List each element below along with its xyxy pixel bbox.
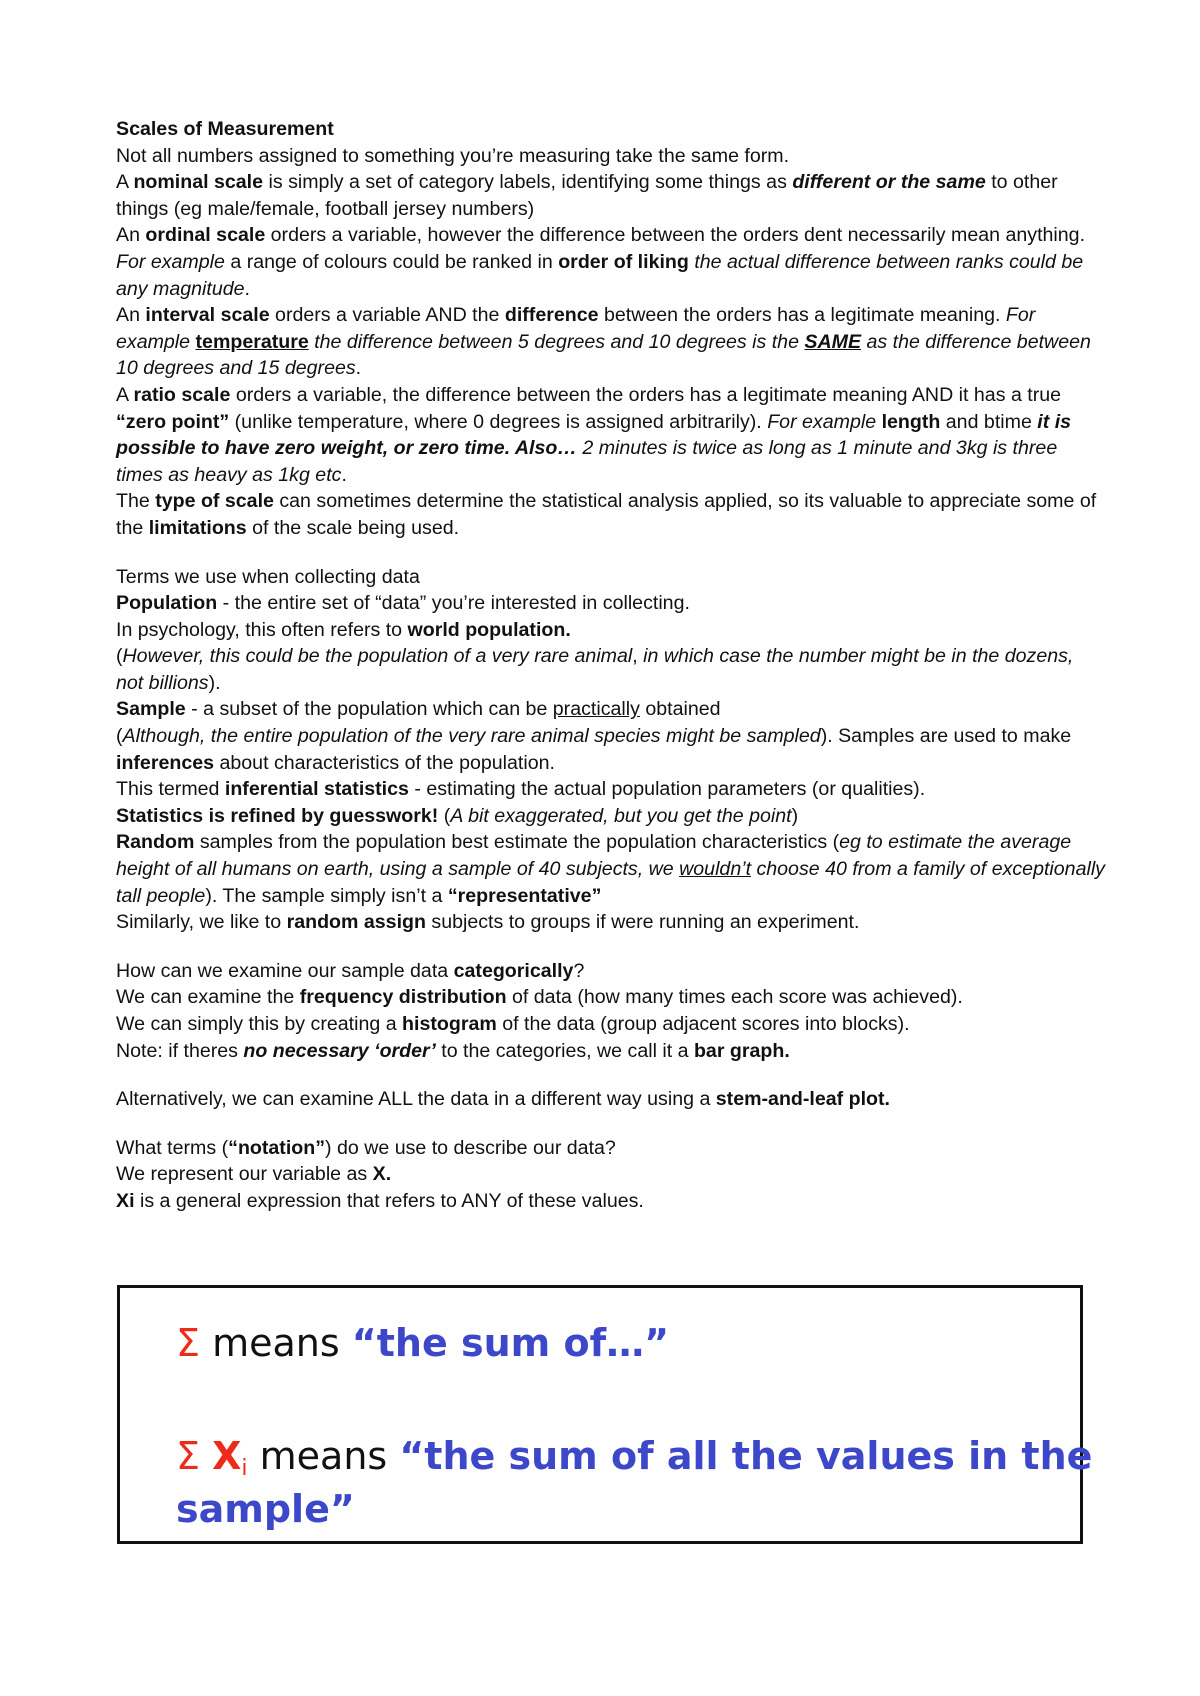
text-run: of data (how many times each score was achieved).: [506, 986, 963, 1009]
text-run: SAME: [804, 330, 862, 353]
text-run: frequency distribution: [299, 986, 507, 1009]
xi-symbol: [212, 1434, 248, 1481]
text-run: categorically: [453, 959, 574, 982]
text-run: of the scale being used.: [246, 516, 460, 539]
text-run: it is possible to have zero weight, or zero time. Also…: [116, 410, 1072, 460]
paragraph: [116, 488, 1106, 541]
text-run: Scales of Measurement: [116, 118, 334, 140]
text-run: - estimating the actual population parameters (or qualities).: [408, 778, 926, 801]
paragraph: [116, 590, 1106, 617]
paragraph: [116, 696, 1106, 723]
text-run: difference: [504, 304, 599, 327]
sum-notation-figure: [117, 1285, 1093, 1544]
text-run: “notation”: [228, 1136, 325, 1159]
text-run: ordinal scale: [145, 224, 266, 247]
sum-xi-line-continued: [176, 1484, 355, 1534]
text-run: - a subset of the population which can be: [185, 698, 553, 721]
text-run: bar graph.: [693, 1039, 790, 1062]
paragraph: [116, 776, 1106, 803]
paragraph: [116, 909, 1106, 936]
text-run: orders a variable AND the: [269, 304, 505, 327]
text-run: For example: [767, 410, 877, 433]
paragraph: [116, 1161, 1106, 1188]
sum-definition-line: [176, 1318, 669, 1368]
text-run: order of liking: [558, 250, 689, 273]
paragraph: [116, 1038, 1106, 1065]
text-run: We can examine the: [116, 986, 300, 1009]
text-run: subjects to groups if were running an experiment.: [425, 911, 860, 934]
text-run: (: [116, 645, 123, 668]
text-run: A: [116, 171, 134, 194]
sigma-symbol-2: Σ: [176, 1434, 201, 1478]
text-run: An: [116, 224, 146, 247]
text-run: X.: [372, 1163, 392, 1186]
text-run: stem-and-leaf plot.: [715, 1088, 890, 1111]
means-word: means: [212, 1321, 340, 1365]
text-run: to the categories, we call it a: [435, 1039, 694, 1062]
text-run: of the data (group adjacent scores into blocks).: [496, 1013, 910, 1035]
text-run: the actual difference between ranks could be any magnitude: [116, 250, 1084, 300]
text-run: Xi: [116, 1189, 135, 1212]
text-run: .: [355, 357, 362, 380]
text-run: .: [341, 463, 347, 486]
text-run: interval scale: [145, 304, 270, 327]
paragraph: [116, 617, 1106, 644]
paragraph: [116, 1135, 1106, 1162]
text-run: in which case the number might be in the dozens, not billions: [116, 645, 1074, 694]
sum-all-values-quote: “the sum of all the values in the: [399, 1434, 1093, 1478]
text-run: This termed: [116, 778, 225, 801]
text-run: orders a variable, however the difference between the orders dent necessarily mean anything.: [265, 224, 1086, 247]
text-run: nominal scale: [133, 171, 264, 194]
text-run: ).: [208, 671, 221, 694]
text-run: A: [116, 383, 134, 406]
text-run: We represent our variable as: [116, 1163, 373, 1186]
text-run: different or the same: [792, 171, 986, 194]
text-run: samples from the population best estimate the population characteristics (: [194, 831, 840, 854]
text-run: ratio scale: [133, 383, 231, 406]
sigma-symbol: Σ: [176, 1321, 201, 1365]
text-run: What terms (: [116, 1136, 229, 1159]
text-run: world population.: [407, 618, 571, 641]
text-run: inferences: [116, 751, 215, 774]
paragraph: [116, 803, 1106, 830]
text-run: between the orders has a legitimate meaning.: [598, 304, 1006, 327]
text-run: and btime: [940, 410, 1038, 433]
text-run: limitations: [148, 516, 247, 539]
text-run: wouldn’t: [679, 858, 752, 881]
text-run: How can we examine our sample data: [116, 959, 454, 982]
paragraph-gap: [116, 1113, 1106, 1135]
paragraph: [116, 169, 1106, 222]
text-run: For example: [116, 250, 225, 273]
text-run: Statistics is refined by guesswork!: [116, 804, 439, 827]
text-run: can sometimes determine the statistical analysis applied, so its valuable to appreciate some of the: [116, 490, 1097, 539]
text-run: ?: [573, 959, 585, 982]
text-run: about characteristics of the population.: [214, 751, 555, 774]
x-letter: X: [212, 1434, 242, 1478]
paragraph: [116, 382, 1106, 488]
text-run: ). Samples are used to make: [820, 725, 1072, 748]
text-run: An: [116, 304, 146, 327]
text-run: - the entire set of “data” you’re interested in collecting.: [217, 592, 690, 615]
text-run: length: [881, 410, 941, 433]
text-run: to other things (eg male/female, football jersey numbers): [116, 171, 1058, 220]
text-run: Population: [116, 592, 218, 615]
text-run: practically: [552, 698, 640, 721]
text-run: “representative”: [447, 884, 602, 907]
text-run: the difference between 5 degrees and 10 degrees is the: [314, 330, 805, 353]
paragraph-gap: [116, 542, 1106, 564]
text-run: ,: [632, 645, 644, 668]
sum-of-quote: “the sum of…”: [351, 1321, 670, 1365]
text-run: as the difference between 10 degrees and 15 degrees: [116, 330, 1091, 380]
text-run: A bit exaggerated, but you get the point: [450, 804, 792, 827]
text-run: random assign: [286, 911, 426, 934]
document-heading: [116, 116, 1106, 143]
text-run: 2 minutes is twice as long as 1 minute and 3kg is three times as heavy as 1kg etc: [116, 437, 1058, 486]
i-subscript: i: [241, 1456, 248, 1481]
text-run: The: [116, 490, 156, 513]
text-run: In psychology, this often refers to: [116, 618, 408, 641]
text-run: obtained: [639, 698, 721, 721]
text-run: ). The sample simply isn’t a: [205, 884, 448, 907]
paragraph: [116, 302, 1106, 382]
text-run: Although, the entire population of the very rare animal species might be sampled: [122, 725, 821, 748]
means-word-2: means: [259, 1434, 388, 1478]
text-run: ): [791, 804, 799, 827]
sample-quote: sample”: [176, 1487, 355, 1531]
text-run: Terms we use when collecting data: [116, 565, 420, 588]
paragraph: [116, 829, 1106, 909]
paragraph: [116, 143, 1106, 170]
text-run: (: [438, 804, 451, 827]
text-run: inferential statistics: [224, 778, 409, 801]
paragraph: [116, 643, 1106, 696]
text-run: no necessary ‘order’: [243, 1039, 436, 1062]
text-run: Random: [116, 831, 195, 854]
paragraph: [116, 958, 1106, 985]
paragraph: [116, 222, 1106, 302]
paragraph: [116, 1086, 1106, 1113]
text-run: ) do we use to describe our data?: [325, 1136, 616, 1159]
text-run: “zero point”: [116, 410, 230, 433]
text-run: temperature: [195, 330, 309, 353]
text-run: Alternatively, we can examine ALL the data in a different way using a: [116, 1088, 716, 1111]
text-run: is a general expression that refers to ANY of these values.: [134, 1189, 644, 1212]
text-run: type of scale: [155, 490, 274, 513]
text-run: orders a variable, the difference between the orders has a legitimate meaning AND it has a true: [230, 383, 1062, 406]
text-run: Similarly, we like to: [116, 911, 287, 934]
paragraph: [116, 723, 1106, 776]
text-run: .: [244, 277, 250, 300]
paragraph: [116, 564, 1106, 591]
text-run: eg to estimate the average height of all humans on earth, using a sample of 40 subjects, we: [116, 831, 1072, 881]
text-run: Sample: [116, 698, 186, 721]
paragraph: [116, 984, 1106, 1011]
text-run: For example: [116, 304, 1036, 353]
text-run: (unlike temperature, where 0 degrees is assigned arbitrarily).: [229, 410, 768, 433]
paragraph: [116, 1011, 1106, 1038]
text-run: is simply a set of category labels, identifying some things as: [263, 171, 793, 194]
text-run: However, this could be the population of a very rare animal: [122, 645, 633, 668]
document-body: [116, 116, 1106, 1215]
text-run: choose 40 from a family of exceptionally tall people: [116, 858, 1105, 907]
paragraph-gap: [116, 1064, 1106, 1086]
text-run: (: [116, 725, 123, 748]
paragraph: [116, 1188, 1106, 1215]
text-run: a range of colours could be ranked in: [224, 250, 559, 273]
paragraph-gap: [116, 936, 1106, 958]
text-run: Not all numbers assigned to something you’re measuring take the same form.: [116, 144, 790, 167]
text-run: Note: if theres: [116, 1039, 244, 1062]
text-run: histogram: [402, 1013, 497, 1035]
text-run: We can simply this by creating a: [116, 1013, 403, 1035]
